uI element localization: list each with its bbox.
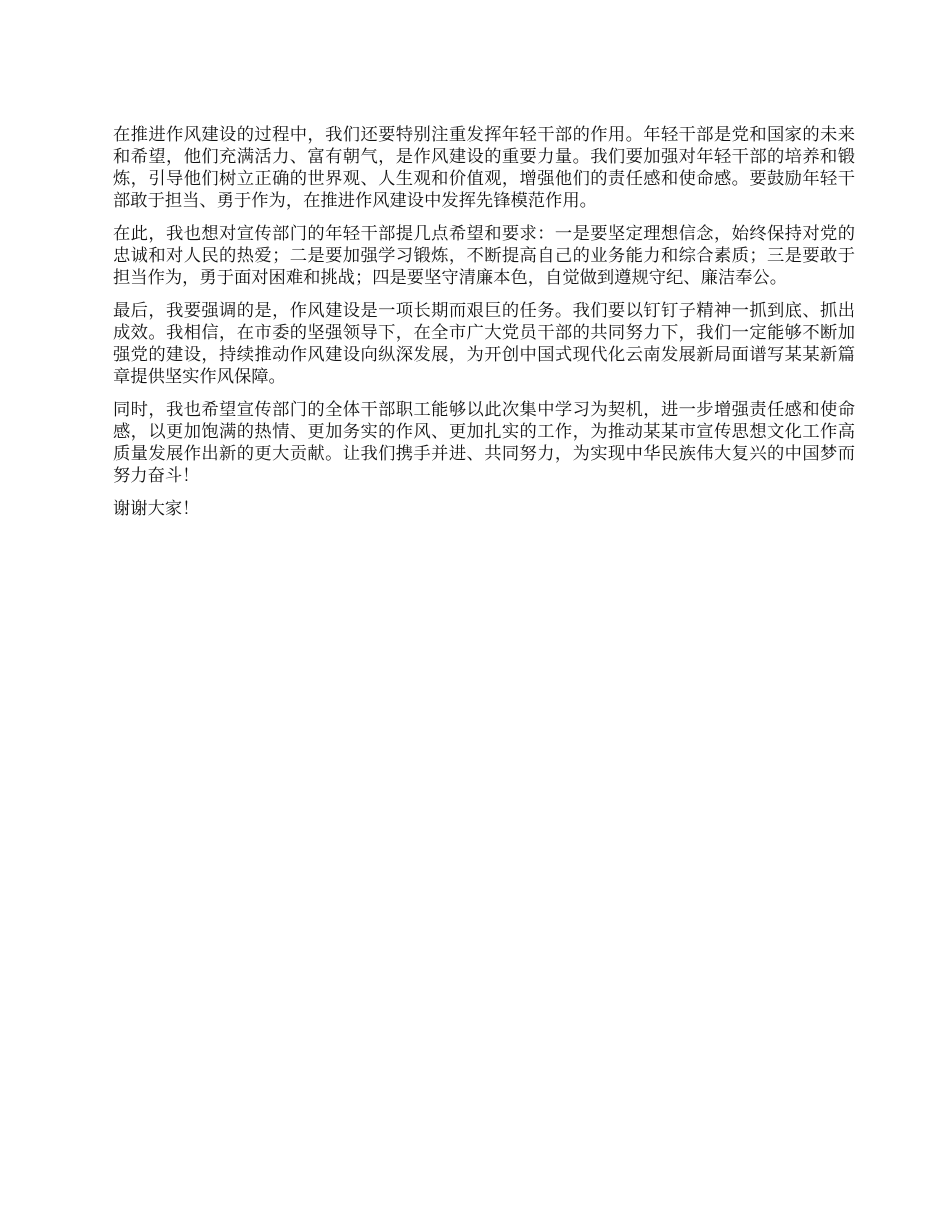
- paragraph-call-to-action: 同时，我也希望宣传部门的全体干部职工能够以此次集中学习为契机，进一步增强责任感和使命感，以更加饱满的热情、更加务实的作风、更加扎实的工作，为推动某某市宣传思想文化工作高质量发展作出新的更大贡献。让我们携手并进、共同努力，为实现中华民族伟大复兴的中国梦而努力奋斗！: [113, 400, 855, 486]
- paragraph-requirements: 在此，我也想对宣传部门的年轻干部提几点希望和要求：一是要坚定理想信念，始终保持对党的忠诚和对人民的热爱；二是要加强学习锻炼，不断提高自己的业务能力和综合素质；三是要敢于担当作为，勇于面对困难和挑战；四是要坚守清廉本色，自觉做到遵规守纪、廉洁奉公。: [113, 224, 855, 288]
- paragraph-thanks: 谢谢大家！: [113, 499, 200, 519]
- paragraph-young-cadres: 在推进作风建设的过程中，我们还要特别注重发挥年轻干部的作用。年轻干部是党和国家的未来和希望，他们充满活力、富有朝气，是作风建设的重要力量。我们要加强对年轻干部的培养和锻炼，引导他们树立正确的世界观、人生观和价值观，增强他们的责任感和使命感。要鼓励年轻干部敢于担当、勇于作为，在推进作风建设中发挥先锋模范作用。: [113, 125, 855, 211]
- paragraph-conclusion: 最后，我要强调的是，作风建设是一项长期而艰巨的任务。我们要以钉钉子精神一抓到底、抓出成效。我相信，在市委的坚强领导下，在全市广大党员干部的共同努力下，我们一定能够不断加强党的建设，持续推动作风建设向纵深发展，为开创中国式现代化云南发展新局面谱写某某新篇章提供坚实作风保障。: [113, 301, 855, 387]
- document-body: [113, 124, 855, 531]
